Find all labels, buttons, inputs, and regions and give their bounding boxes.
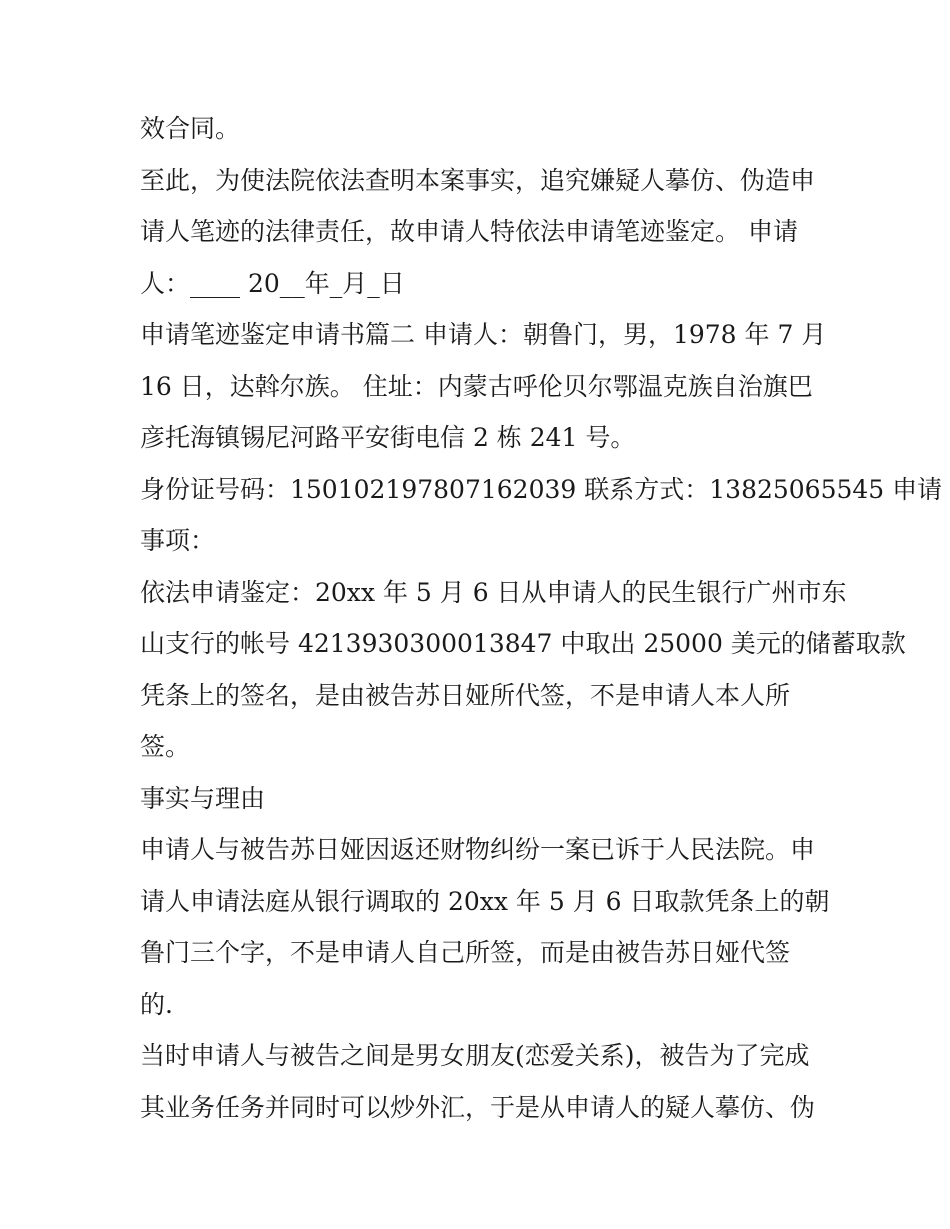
text-line: 申请人与被告苏日娅因返还财物纠纷一案已诉于人民法院。申 — [140, 835, 816, 864]
text-line: 请人申请法庭从银行调取的 20xx 年 5 月 6 日取款凭条上的朝 — [140, 886, 830, 916]
text-line: 山支行的帐号 4213930300013847 中取出 25000 美元的储蓄取款 — [140, 629, 906, 658]
text-line: 16 日，达斡尔族。 住址：内蒙古呼伦贝尔鄂温克族自治旗巴 — [140, 371, 813, 401]
text-line: 签。 — [140, 732, 191, 761]
text-line: 人：____ 20__年_月_日 — [140, 268, 405, 298]
text-line: 当时申请人与被告之间是男女朋友(恋爱关系)，被告为了完成 — [140, 1041, 810, 1070]
text-line: 鲁门三个字，不是申请人自己所签，而是由被告苏日娅代签 — [140, 938, 791, 967]
text-line: 申请笔迹鉴定申请书篇二 申请人：朝鲁门，男，1978 年 7 月 — [140, 320, 827, 349]
text-line: 凭条上的签名，是由被告苏日娅所代签，不是申请人本人所 — [140, 680, 791, 710]
text-line: 依法申请鉴定：20xx 年 5 月 6 日从申请人的民生银行广州市东 — [140, 577, 847, 607]
text-line: 的. — [140, 989, 173, 1019]
document-body — [140, 103, 943, 1133]
text-line: 事项： — [140, 526, 216, 555]
text-line: 请人笔迹的法律责任，故申请人特依法申请笔迹鉴定。 申请 — [140, 217, 798, 246]
text-line: 身份证号码：150102197807162039 联系方式：13825065545 申请 — [140, 474, 943, 504]
text-line: 效合同。 — [140, 114, 241, 143]
text-line: 至此，为使法院依法查明本案事实，追究嫌疑人摹仿、伪造申 — [140, 165, 816, 195]
section-heading: 事实与理由 — [140, 783, 266, 813]
text-line: 其业务任务并同时可以炒外汇，于是从申请人的疑人摹仿、伪 — [140, 1092, 816, 1122]
text-line: 彦托海镇锡尼河路平安街电信 2 栋 241 号。 — [140, 423, 636, 452]
